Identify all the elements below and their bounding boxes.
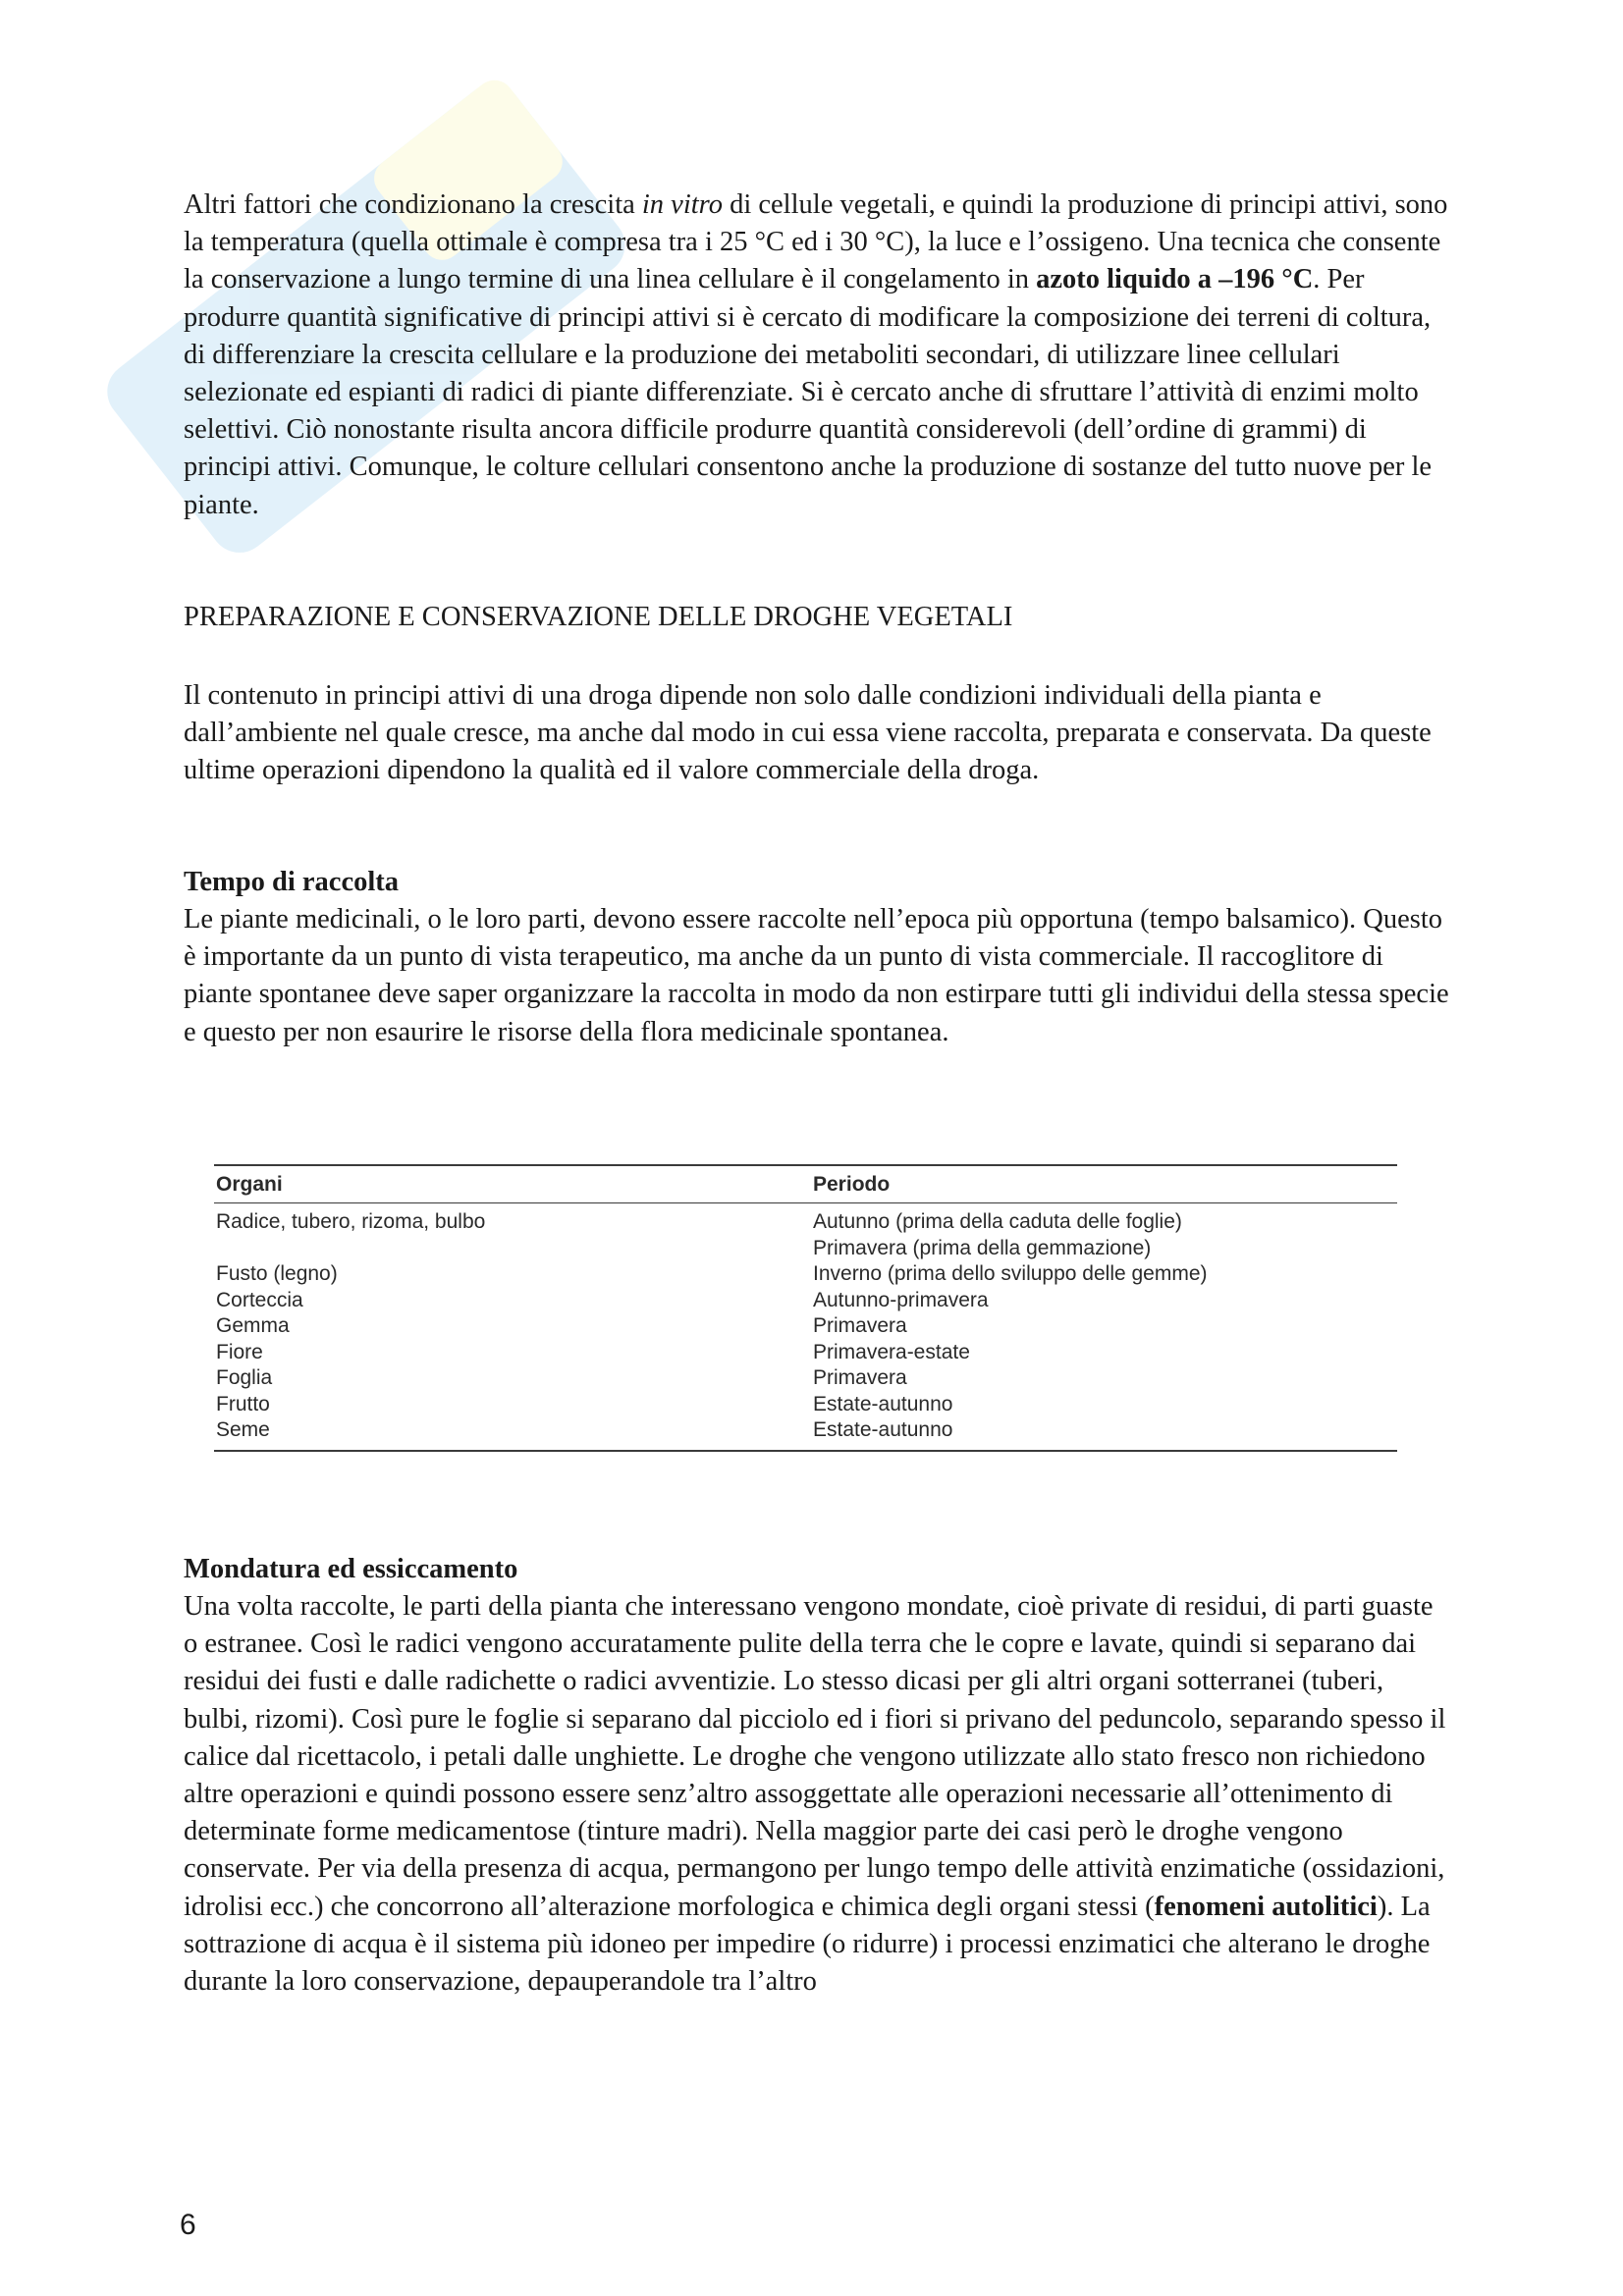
table-header-row [214,1166,1397,1202]
intro-paragraph [184,187,1450,524]
table-cell-organo: Radice, tubero, rizoma, bulbo [216,1210,486,1233]
table-row [214,1236,1397,1262]
table-cell-organo: Foglia [216,1366,273,1389]
drying-text-1: Una volta raccolte, le parti della pianta che interessano vengono mondate, cioè private di residui, di parti guaste o estranee. Così le radici vengono accuratamente pulite della terra che le copre e lavate, quindi si separano dai residui dei fusti e dalle radichette o radici avventizie. Lo stesso dicasi per gli altri organi sotterranei (tuberi, bulbi, rizomi). Così pure le foglie si separano dal picciolo ed i fiori si privano del peduncolo, separando spesso il calice dal ricettacolo, i petali dalle unghiette. Le droghe che vengono utilizzate allo stato fresco non richiedono altre operazioni e quindi possono essere senz’altro assoggettate alle operazioni necessarie all’ottenimento di determinate forme medicamentose (tinture madri). Nella maggior parte dei casi però le droghe vengono conservate. Per via della presenza di acqua, permangono per lungo tempo delle attività enzimatiche (ossidazioni, idrolisi ecc.) che concorrono all’alterazione morfologica e chimica degli organi stessi ( [184,1591,1446,1922]
table-cell-periodo: Autunno-primavera [813,1288,989,1311]
drying-section [184,1551,1450,2001]
table-cell-organo: Fiore [216,1340,263,1363]
table-row [214,1365,1397,1392]
drying-title: Mondatura ed essiccamento [184,1554,518,1584]
table-cell-periodo: Autunno (prima della caduta delle foglie) [813,1210,1182,1233]
harvest-section [184,864,1450,1051]
table-row [214,1392,1397,1418]
intro-text-2: di cellule vegetali, e quindi la produzione di principi attivi, sono la temperatura (quella ottimale è compresa tra i 25 °C ed i 30 °C), la luce e l’ossigeno. Una tecnica che consente la conservazione a lungo termine di una linea cellulare è il congelamento in [184,189,1448,295]
table-cell-periodo: Primavera-estate [813,1340,970,1363]
section-intro-paragraph: Il contenuto in principi attivi di una droga dipende non solo dalle condizioni individuali della pianta e dall’ambiente nel quale cresce, ma anche dal modo in cui essa viene raccolta, preparata e conservata. Da queste ultime operazioni dipendono la qualità ed il valore commerciale della droga. [184,680,1432,786]
table-cell-organo: Corteccia [216,1288,303,1311]
table-row [214,1313,1397,1340]
table-cell-periodo: Estate-autunno [813,1392,953,1415]
drying-bold-autolitici: fenomeni autolitici [1154,1891,1378,1922]
intro-bold-azoto: azoto liquido a –196 °C [1036,264,1314,295]
harvest-paragraph: Le piante medicinali, o le loro parti, devono essere raccolte nell’epoca più opportuna (tempo balsamico). Questo è importante da un punto di vista terapeutico, ma anche da un punto di vista commerciale. Il raccoglitore di piante spontanee deve saper organizzare la raccolta in modo da non estirpare tutti gli individui della stessa specie e questo per non esaurire le risorse della flora medicinale spontanea. [184,904,1449,1047]
table-cell-periodo: Primavera [813,1366,907,1389]
intro-text-1: Altri fattori che condizionano la crescita [184,189,642,220]
table-cell-periodo: Primavera (prima della gemmazione) [813,1236,1152,1259]
table-header-periodo: Periodo [813,1172,891,1196]
table-cell-organo: Seme [216,1418,270,1441]
table-row [214,1209,1397,1236]
table-cell-organo: Gemma [216,1314,290,1337]
drying-text-2: ). La sottrazione di acqua è il sistema più idoneo per impedire (o ridurre) i processi enzimatici che alterano le droghe durante la loro conservazione, depauperandole tra l’altro [184,1891,1431,1998]
table-row [214,1261,1397,1288]
table-body [214,1203,1397,1444]
intro-italic-in-vitro: in vitro [641,189,723,220]
intro-text-3: . Per produrre quantità significative di principi attivi si è cercato di modificare la composizione dei terreni di coltura, di differenziare la crescita cellulare e la produzione dei metaboliti secondari, di utilizzare linee cellulari selezionate ed espianti di radici di piante differenziate. Si è cercato anche di sfruttare l’attività di enzimi molto selettivi. Ciò nonostante risulta ancora difficile produrre quantità considerevoli (dell’ordine di grammi) di principi attivi. Comunque, le colture cellulari consentono anche la produzione di sostanze del tutto nuove per le piante. [184,264,1433,520]
table-cell-periodo: Estate-autunno [813,1418,953,1441]
harvest-title: Tempo di raccolta [184,867,400,897]
table-bottom-rule [214,1450,1397,1452]
harvest-period-table [214,1164,1397,1452]
table-row [214,1288,1397,1314]
table-cell-organo [214,1236,813,1262]
drying-paragraph [184,1588,1450,2001]
page-number: 6 [180,2209,196,2241]
table-cell-organo: Fusto (legno) [216,1262,338,1285]
table-cell-periodo: Inverno (prima dello sviluppo delle gemme) [813,1262,1208,1285]
table-cell-periodo: Primavera [813,1314,907,1337]
table-cell-organo: Frutto [216,1392,270,1415]
section-title: PREPARAZIONE E CONSERVAZIONE DELLE DROGHE VEGETALI [184,602,1013,632]
table-header-organi: Organi [216,1172,283,1196]
table-row [214,1417,1397,1444]
table-row [214,1340,1397,1366]
